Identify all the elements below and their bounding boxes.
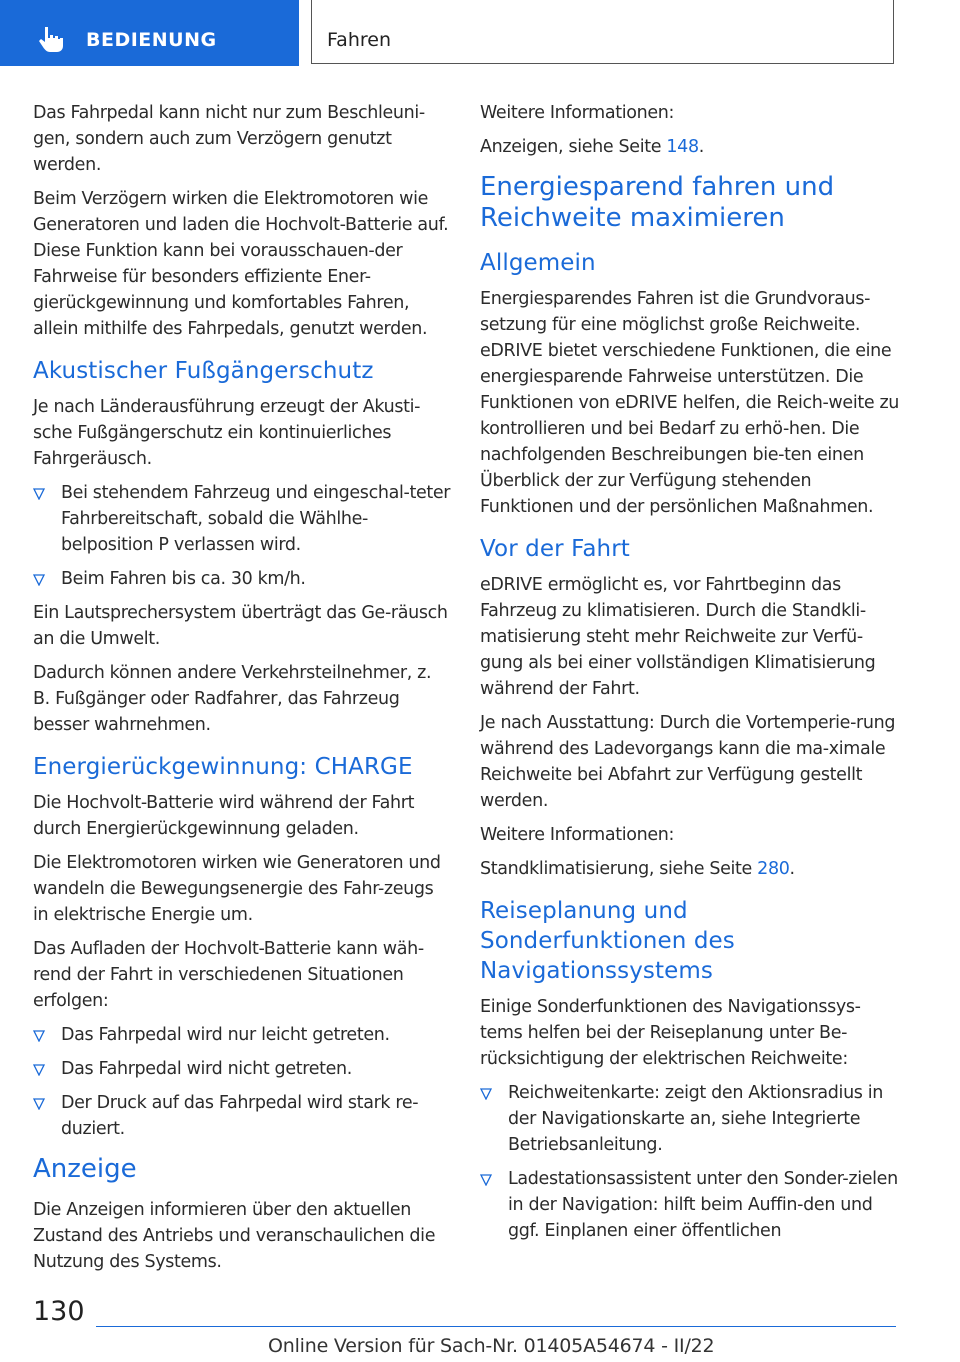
- paragraph: eDRIVE ermöglicht es, vor Fahrtbeginn das Fahrzeug zu klimatisieren. Durch die Standkli-matisierung steht mehr Reichweite zur Verfü-gung als bei einer vollständigen Klimatisierung während der Fahrt.: [480, 575, 876, 699]
- list-item-text: Das Fahrpedal wird nicht getreten.: [61, 1059, 353, 1079]
- paragraph: Das Fahrpedal kann nicht nur zum Beschleuni-gen, sondern auch zum Verzögern genutzt werden.: [33, 103, 425, 175]
- triangle-bullet-icon: [33, 1064, 45, 1076]
- left-column: [33, 100, 451, 1283]
- list-item: [33, 1090, 451, 1142]
- triangle-bullet-icon: [480, 1088, 492, 1100]
- pointing-hand-icon: [36, 24, 66, 54]
- footer-divider: [96, 1326, 896, 1327]
- list-item: [480, 1080, 900, 1158]
- section-tab: [0, 0, 299, 66]
- list-item-text: Der Druck auf das Fahrpedal wird stark re-duziert.: [61, 1093, 419, 1139]
- list-item: [480, 1166, 900, 1244]
- list-item-text: Reichweitenkarte: zeigt den Aktionsradius in der Navigationskarte an, siehe Integrierte Betriebsanleitung.: [508, 1083, 884, 1155]
- list-item: [33, 566, 451, 592]
- cross-reference: [480, 856, 900, 882]
- paragraph: Je nach Länderausführung erzeugt der Akusti-sche Fußgängerschutz ein kontinuierliches Fahrgeräusch.: [33, 397, 421, 469]
- cross-reference-end: .: [698, 137, 704, 157]
- paragraph: Weitere Informationen:: [480, 103, 675, 123]
- footer-online-version: Online Version für Sach-Nr. 01405A54674 - II/22: [268, 1335, 715, 1357]
- list-item-text: Ladestationsassistent unter den Sonder-zielen in der Navigation: hilft beim Auffin-den und ggf. Einplanen einer öffentlichen: [508, 1169, 898, 1241]
- heading-charge: Energierückgewinnung: CHARGE: [33, 754, 413, 780]
- heading-reiseplanung: Reiseplanung und Sonderfunktionen des Navigationssystems: [480, 898, 735, 984]
- chapter-title: Fahren: [327, 29, 391, 51]
- heading-allgemein: Allgemein: [480, 250, 596, 276]
- paragraph: Das Aufladen der Hochvolt-Batterie kann wäh-rend der Fahrt in verschiedenen Situationen erfolgen:: [33, 939, 424, 1011]
- cross-reference-text: Anzeigen, siehe Seite: [480, 137, 667, 157]
- paragraph: Die Anzeigen informieren über den aktuellen Zustand des Antriebs und veranschaulichen die Nutzung des Systems.: [33, 1200, 436, 1272]
- heading-akustik: Akustischer Fußgängerschutz: [33, 358, 374, 384]
- page-link-148[interactable]: 148: [666, 137, 699, 157]
- page-link-280[interactable]: 280: [757, 859, 790, 879]
- page-number: 130: [33, 1296, 85, 1327]
- triangle-bullet-icon: [480, 1174, 492, 1186]
- heading-vor-der-fahrt: Vor der Fahrt: [480, 536, 630, 562]
- list-item: [33, 480, 451, 558]
- list-item-text: Bei stehendem Fahrzeug und eingeschal-teter Fahrbereitschaft, sobald die Wählhe-belposition P verlassen wird.: [61, 483, 451, 555]
- section-label: BEDIENUNG: [86, 29, 217, 51]
- cross-reference: [480, 134, 900, 160]
- paragraph: Die Elektromotoren wirken wie Generatoren und wandeln die Bewegungsenergie des Fahr-zeugs in elektrische Energie um.: [33, 853, 441, 925]
- cross-reference-text: Standklimatisierung, siehe Seite: [480, 859, 758, 879]
- list-item: [33, 1022, 451, 1048]
- paragraph: Ein Lautsprechersystem überträgt das Ge-räusch an die Umwelt.: [33, 603, 448, 649]
- list-item: [33, 1056, 451, 1082]
- heading-energiesparend: Energiesparend fahren und Reichweite maximieren: [480, 172, 835, 233]
- list-item-text: Beim Fahren bis ca. 30 km/h.: [61, 569, 306, 589]
- triangle-bullet-icon: [33, 1098, 45, 1110]
- paragraph: Die Hochvolt-Batterie wird während der Fahrt durch Energierückgewinnung geladen.: [33, 793, 415, 839]
- chapter-header: [311, 0, 894, 64]
- paragraph: Weitere Informationen:: [480, 825, 675, 845]
- triangle-bullet-icon: [33, 488, 45, 500]
- cross-reference-end: .: [789, 859, 795, 879]
- paragraph: Dadurch können andere Verkehrsteilnehmer, z. B. Fußgänger oder Radfahrer, das Fahrzeug besser wahrnehmen.: [33, 663, 432, 735]
- paragraph: Energiesparendes Fahren ist die Grundvoraus-setzung für eine möglichst große Reichweite. eDRIVE bietet verschiedene Funktionen, die eine energiesparende Fahrweise unterstützen. Die Funktionen von eDRIVE helfen, die Reich-weite zu kontrollieren und bei Bedarf zu erhö-hen. Die nachfolgenden Beschreibungen bie-ten einen Überblick der zur Verfügung stehenden Funktionen und der persönlichen Maßnahmen.: [480, 289, 900, 517]
- triangle-bullet-icon: [33, 574, 45, 586]
- paragraph: Je nach Ausstattung: Durch die Vortemperie-rung während des Ladevorgangs kann die ma-ximale Reichweite bei Abfahrt zur Verfügung gestellt werden.: [480, 713, 896, 811]
- paragraph: Einige Sonderfunktionen des Navigationssys-tems helfen bei der Reiseplanung unter Be-rücksichtigung der elektrischen Reichweite:: [480, 997, 861, 1069]
- list-item-text: Das Fahrpedal wird nur leicht getreten.: [61, 1025, 390, 1045]
- right-column: [480, 100, 900, 1252]
- heading-anzeige: Anzeige: [33, 1154, 137, 1184]
- triangle-bullet-icon: [33, 1030, 45, 1042]
- paragraph: Beim Verzögern wirken die Elektromotoren wie Generatoren und laden die Hochvolt-Batterie auf. Diese Funktion kann bei vorausschauen-der Fahrweise für besonders effiziente Ener-gierückgewinnung und komfortables Fahren, allein mithilfe des Fahrpedals, genutzt werden.: [33, 189, 449, 339]
